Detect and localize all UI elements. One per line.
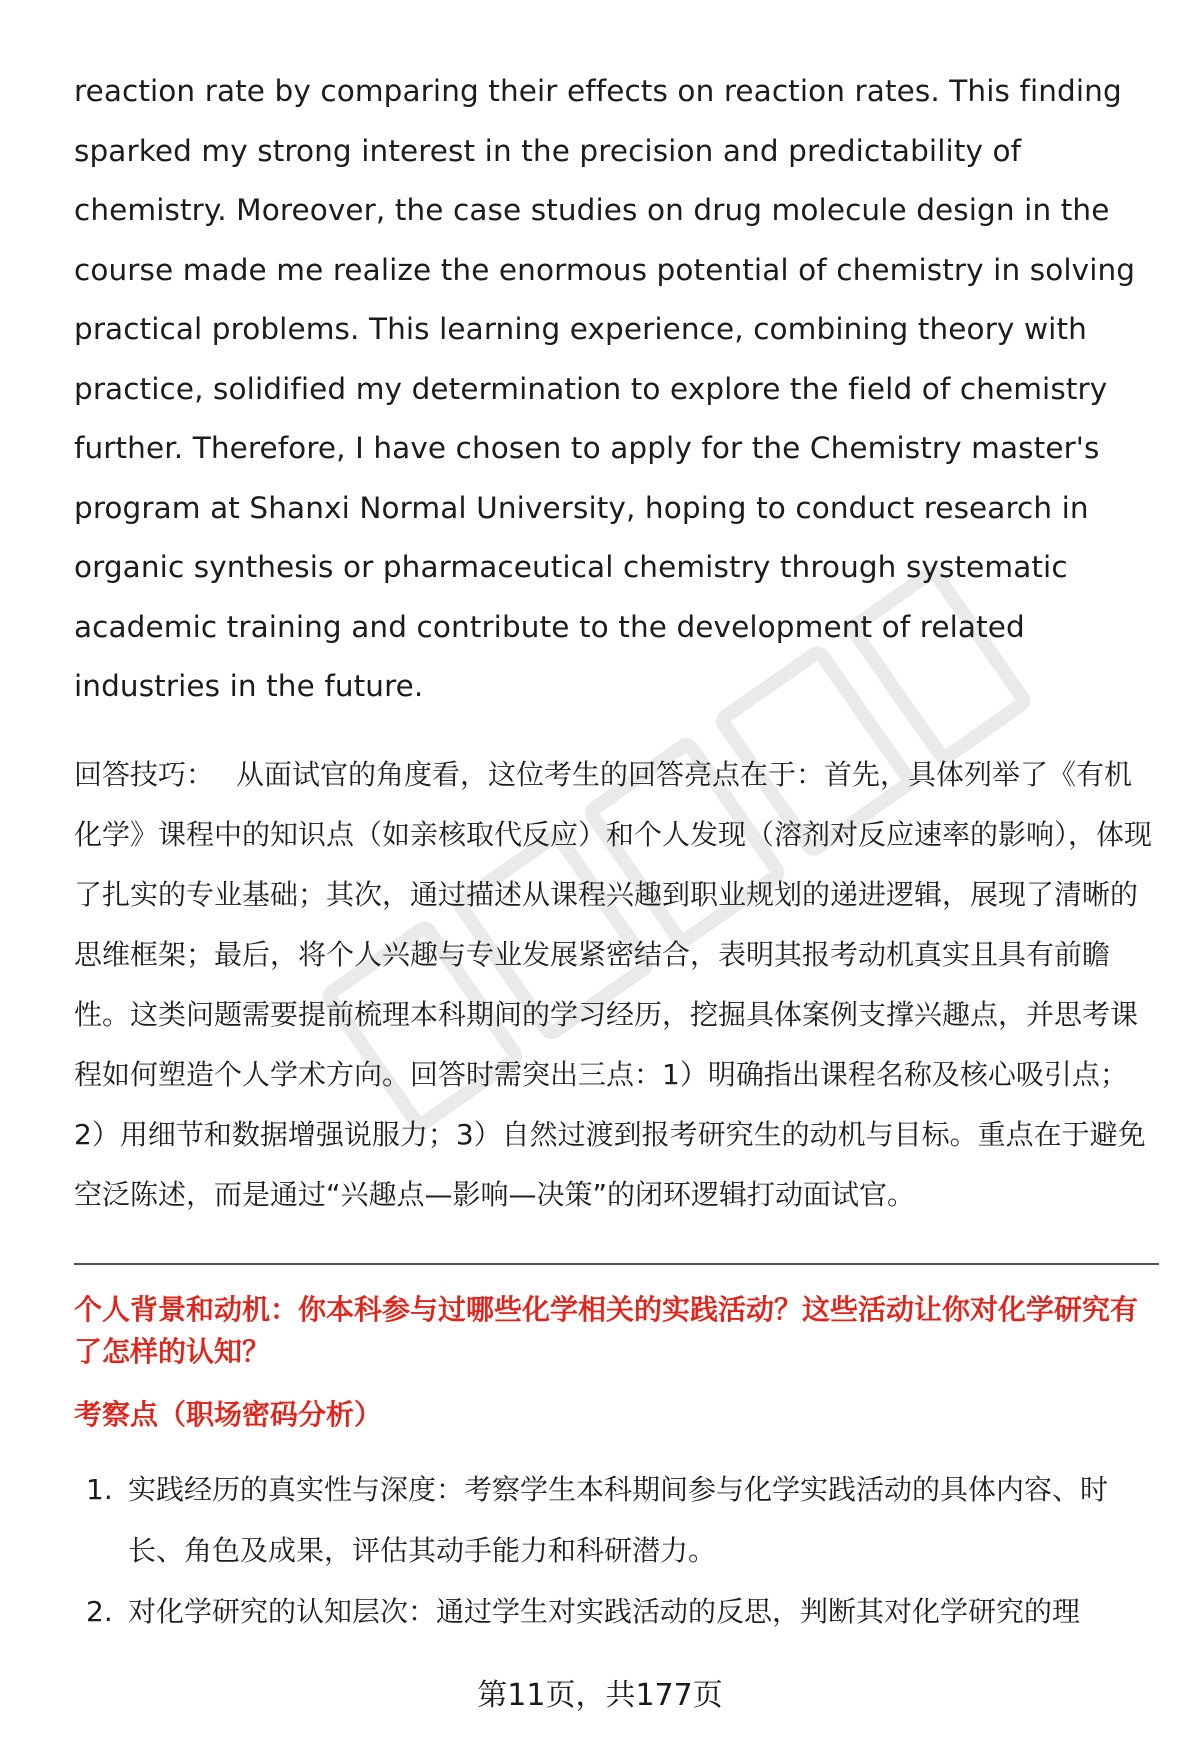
assessment-subheading: 考察点（职场密码分析） [74,1397,383,1431]
assessment-points-list [74,1459,1159,1642]
english-answer-paragraph: reaction rate by comparing their effects on reaction rates. This finding sparked my strong interest in the precision and predictability of chemistry. Moreover, the case studies on drug molecule design in the course made me realize the enormous potential of chemistry in solving practical problems. This learning experience, combining theory with practice, solidified my determination to explore the field of chemistry further. Therefore, I have chosen to apply for the Chemistry master's program at Shanxi Normal University, hoping to conduct research in organic synthesis or pharmaceutical chemistry through systematic academic training and contribute to the development of related industries in the future. [74,74,1136,703]
list-item [74,1581,1159,1642]
answer-tips-label: 回答技巧： [74,757,215,791]
section-divider [74,1263,1159,1265]
answer-tips-paragraph [74,745,1159,1225]
list-item-text: 对化学研究的认知层次：通过学生对实践活动的反思，判断其对化学研究的理 [128,1594,1081,1628]
list-item-text: 实践经历的真实性与深度：考察学生本科期间参与化学实践活动的具体内容、时长、角色及成果，评估其动手能力和科研潜力。 [128,1472,1109,1567]
interview-question: 个人背景和动机：你本科参与过哪些化学相关的实践活动？这些活动让你对化学研究有了怎样的认知？ [74,1292,1139,1368]
list-item-number: 1. [86,1472,113,1506]
list-item [74,1459,1159,1581]
list-item-number: 2. [86,1594,113,1628]
answer-tips-text: 从面试官的角度看，这位考生的回答亮点在于：首先，具体列举了《有机化学》课程中的知识点（如亲核取代反应）和个人发现（溶剂对反应速率的影响），体现了扎实的专业基础；其次，通过描述从课程兴趣到职业规划的递进逻辑，展现了清晰的思维框架；最后，将个人兴趣与专业发展紧密结合，表明其报考动机真实且具有前瞻性。这类问题需要提前梳理本科期间的学习经历，挖掘具体案例支撑兴趣点，并思考课程如何塑造个人学术方向。回答时需突出三点：1）明确指出课程名称及核心吸引点；2）用细节和数据增强说服力；3）自然过渡到报考研究生的动机与目标。重点在于避免空泛陈述，而是通过“兴趣点—影响—决策”的闭环逻辑打动面试官。 [74,757,1153,1211]
page-number-footer: 第11页，共177页 [477,1678,723,1713]
document-page [74,62,1159,1642]
